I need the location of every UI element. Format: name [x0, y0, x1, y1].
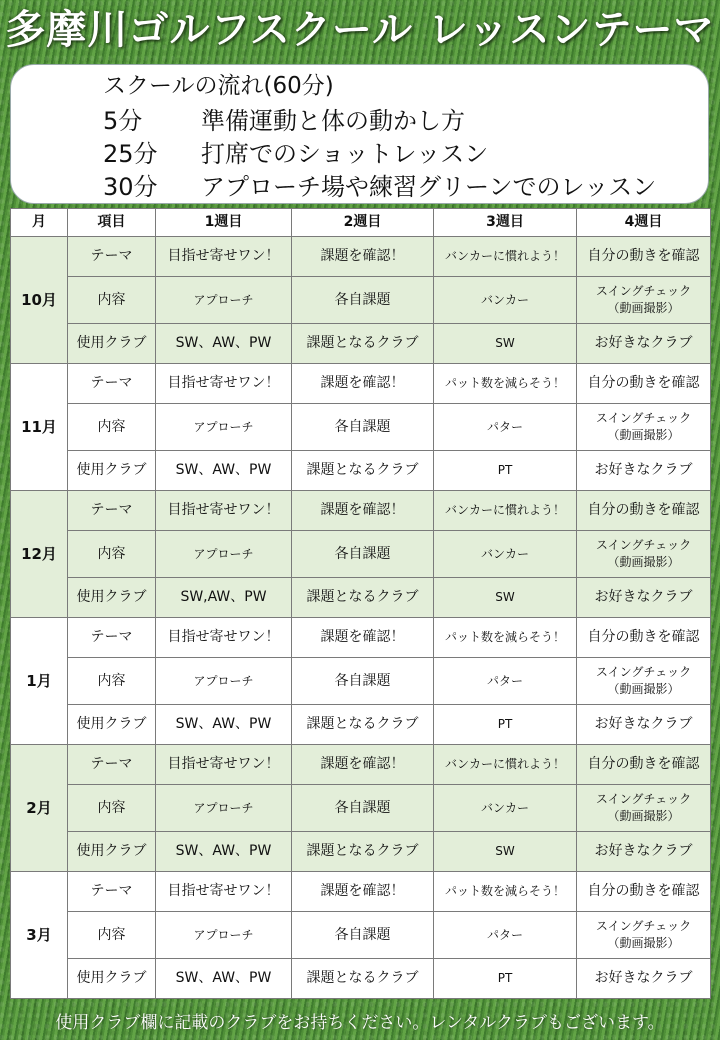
item-cell: 使用クラブ: [68, 705, 156, 745]
week-1-cell: SW,AW、PW: [156, 578, 292, 618]
week-1-cell: アプローチ: [156, 404, 292, 451]
table-row: [11, 959, 711, 999]
table-row: [11, 745, 711, 785]
table-row: [11, 705, 711, 745]
week-2-cell: 課題を確認！: [292, 491, 434, 531]
week-4-cell: スイングチェック （動画撮影）: [577, 277, 711, 324]
week-4-cell: 自分の動きを確認: [577, 491, 711, 531]
school-flow-box: [10, 64, 709, 204]
week-4-cell: 自分の動きを確認: [577, 364, 711, 404]
week-2-cell: 課題となるクラブ: [292, 578, 434, 618]
week-1-cell: 目指せ寄せワン！: [156, 618, 292, 658]
week-1-cell: SW、AW、PW: [156, 324, 292, 364]
header-item: 項目: [68, 209, 156, 237]
week-3-cell: パター: [434, 912, 577, 959]
table-header-row: [11, 209, 711, 237]
week-1-cell: 目指せ寄せワン！: [156, 872, 292, 912]
week-1-cell: 目指せ寄せワン！: [156, 745, 292, 785]
table-row: [11, 451, 711, 491]
flow-description: アプローチ場や練習グリーンでのレッスン: [201, 173, 657, 201]
week-4-cell: 自分の動きを確認: [577, 745, 711, 785]
week-4-cell: お好きなクラブ: [577, 578, 711, 618]
header-week-2: 2週目: [292, 209, 434, 237]
table-row: [11, 658, 711, 705]
month-cell: 12月: [11, 491, 68, 618]
week-1-cell: SW、AW、PW: [156, 959, 292, 999]
week-1-cell: 目指せ寄せワン！: [156, 237, 292, 277]
table-row: [11, 531, 711, 578]
table-row: [11, 785, 711, 832]
week-3-cell: SW: [434, 578, 577, 618]
week-3-cell: バンカー: [434, 531, 577, 578]
week-4-cell: お好きなクラブ: [577, 959, 711, 999]
lesson-schedule-table: [10, 208, 711, 999]
item-cell: テーマ: [68, 618, 156, 658]
header-week-4: 4週目: [577, 209, 711, 237]
week-1-cell: 目指せ寄せワン！: [156, 364, 292, 404]
week-1-cell: 目指せ寄せワン！: [156, 491, 292, 531]
week-3-cell: PT: [434, 451, 577, 491]
month-cell: 1月: [11, 618, 68, 745]
week-3-cell: バンカーに慣れよう！: [434, 745, 577, 785]
item-cell: 内容: [68, 658, 156, 705]
footer-note: 使用クラブ欄に記載のクラブをお持ちください。レンタルクラブもございます。: [55, 1013, 665, 1033]
week-2-cell: 各自課題: [292, 277, 434, 324]
week-4-cell: 自分の動きを確認: [577, 872, 711, 912]
week-1-cell: アプローチ: [156, 785, 292, 832]
week-1-cell: アプローチ: [156, 277, 292, 324]
item-cell: 内容: [68, 912, 156, 959]
week-3-cell: バンカー: [434, 785, 577, 832]
item-cell: 使用クラブ: [68, 832, 156, 872]
item-cell: 内容: [68, 277, 156, 324]
week-4-cell: お好きなクラブ: [577, 324, 711, 364]
month-group: [11, 237, 711, 364]
flow-row: [103, 171, 708, 204]
item-cell: 使用クラブ: [68, 578, 156, 618]
week-3-cell: バンカーに慣れよう！: [434, 491, 577, 531]
item-cell: テーマ: [68, 364, 156, 404]
week-3-cell: パット数を減らそう！: [434, 872, 577, 912]
week-3-cell: SW: [434, 832, 577, 872]
flow-row: [103, 138, 708, 171]
item-cell: 使用クラブ: [68, 451, 156, 491]
item-cell: 内容: [68, 404, 156, 451]
month-cell: 3月: [11, 872, 68, 999]
header-week-3: 3週目: [434, 209, 577, 237]
week-3-cell: パター: [434, 404, 577, 451]
table-row: [11, 237, 711, 277]
week-3-cell: PT: [434, 705, 577, 745]
week-3-cell: SW: [434, 324, 577, 364]
week-2-cell: 課題を確認！: [292, 364, 434, 404]
month-cell: 11月: [11, 364, 68, 491]
week-4-cell: お好きなクラブ: [577, 705, 711, 745]
flow-description: 打席でのショットレッスン: [201, 140, 489, 168]
month-group: [11, 618, 711, 745]
week-4-cell: スイングチェック （動画撮影）: [577, 404, 711, 451]
month-group: [11, 364, 711, 491]
week-2-cell: 課題となるクラブ: [292, 705, 434, 745]
week-1-cell: SW、AW、PW: [156, 705, 292, 745]
week-1-cell: SW、AW、PW: [156, 832, 292, 872]
week-4-cell: スイングチェック （動画撮影）: [577, 785, 711, 832]
flow-minutes: 25分: [103, 140, 158, 168]
flow-minutes: 30分: [103, 173, 158, 201]
table-row: [11, 491, 711, 531]
week-3-cell: バンカー: [434, 277, 577, 324]
item-cell: テーマ: [68, 237, 156, 277]
table-row: [11, 872, 711, 912]
week-2-cell: 課題となるクラブ: [292, 832, 434, 872]
item-cell: 内容: [68, 531, 156, 578]
week-2-cell: 課題となるクラブ: [292, 451, 434, 491]
week-4-cell: お好きなクラブ: [577, 451, 711, 491]
table-row: [11, 912, 711, 959]
table-row: [11, 277, 711, 324]
week-4-cell: 自分の動きを確認: [577, 618, 711, 658]
item-cell: テーマ: [68, 491, 156, 531]
flow-heading: スクールの流れ(60分): [103, 73, 334, 99]
week-2-cell: 各自課題: [292, 912, 434, 959]
table-row: [11, 832, 711, 872]
week-1-cell: アプローチ: [156, 531, 292, 578]
month-group: [11, 491, 711, 618]
flow-description: 準備運動と体の動かし方: [201, 107, 465, 135]
flow-row: [103, 105, 708, 138]
week-3-cell: パット数を減らそう！: [434, 618, 577, 658]
week-1-cell: SW、AW、PW: [156, 451, 292, 491]
week-2-cell: 課題を確認！: [292, 237, 434, 277]
week-4-cell: スイングチェック （動画撮影）: [577, 912, 711, 959]
week-4-cell: スイングチェック （動画撮影）: [577, 658, 711, 705]
item-cell: 使用クラブ: [68, 959, 156, 999]
table-row: [11, 578, 711, 618]
week-1-cell: アプローチ: [156, 658, 292, 705]
week-4-cell: お好きなクラブ: [577, 832, 711, 872]
week-4-cell: 自分の動きを確認: [577, 237, 711, 277]
week-3-cell: PT: [434, 959, 577, 999]
week-2-cell: 各自課題: [292, 531, 434, 578]
month-cell: 10月: [11, 237, 68, 364]
week-1-cell: アプローチ: [156, 912, 292, 959]
week-3-cell: パット数を減らそう！: [434, 364, 577, 404]
week-2-cell: 課題となるクラブ: [292, 324, 434, 364]
table-row: [11, 324, 711, 364]
table-row: [11, 404, 711, 451]
week-3-cell: バンカーに慣れよう！: [434, 237, 577, 277]
week-2-cell: 各自課題: [292, 658, 434, 705]
item-cell: テーマ: [68, 745, 156, 785]
table-row: [11, 364, 711, 404]
month-cell: 2月: [11, 745, 68, 872]
week-3-cell: パター: [434, 658, 577, 705]
week-2-cell: 課題を確認！: [292, 745, 434, 785]
week-2-cell: 課題となるクラブ: [292, 959, 434, 999]
header-month: 月: [11, 209, 68, 237]
table-row: [11, 618, 711, 658]
flow-minutes: 5分: [103, 107, 143, 135]
item-cell: 内容: [68, 785, 156, 832]
week-2-cell: 課題を確認！: [292, 872, 434, 912]
month-group: [11, 872, 711, 999]
week-2-cell: 課題を確認！: [292, 618, 434, 658]
week-4-cell: スイングチェック （動画撮影）: [577, 531, 711, 578]
week-2-cell: 各自課題: [292, 404, 434, 451]
page-title: 多摩川ゴルフスクール レッスンテーマ: [5, 7, 715, 53]
item-cell: 使用クラブ: [68, 324, 156, 364]
month-group: [11, 745, 711, 872]
item-cell: テーマ: [68, 872, 156, 912]
header-week-1: 1週目: [156, 209, 292, 237]
week-2-cell: 各自課題: [292, 785, 434, 832]
